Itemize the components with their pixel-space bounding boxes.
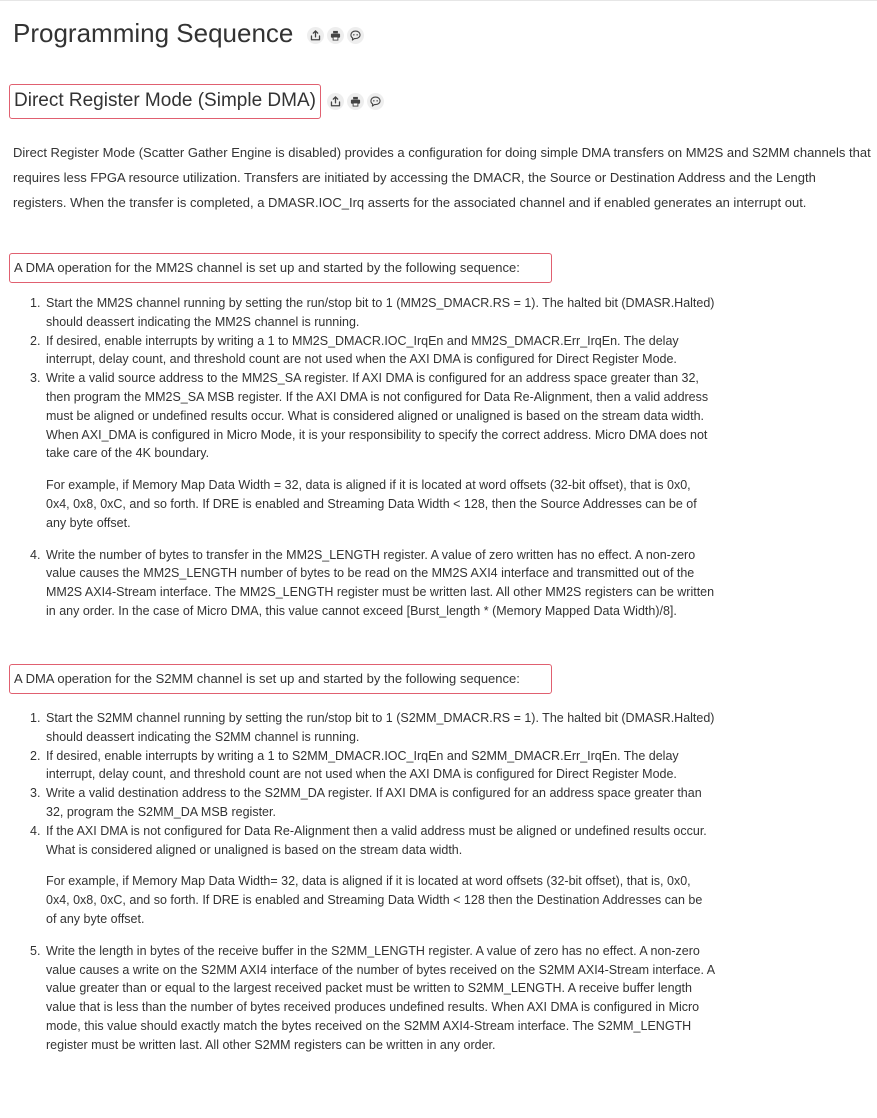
list-item [30, 747, 716, 785]
step-number: 5. [30, 943, 41, 958]
mm2s-sequence-header: A DMA operation for the MM2S channel is set up and started by the following sequence: [9, 253, 552, 283]
list-item [30, 709, 716, 747]
list-item [30, 369, 716, 532]
step-number: 1. [30, 711, 41, 725]
step-text: Write the number of bytes to transfer in the MM2S_LENGTH register. A value of zero written has no effect. A non-zero value causes the MM2S_LENGTH number of bytes to be read on the MM2S AXI4 interface and transmitted out of the MM2S AXI4-Stream interface. The MM2S_LENGTH register must be written last. All other MM2S registers can be written in any order. In the case of Micro DMA, this value cannot exceed [Burst_length * (Memory Mapped Data Width)/8]. [46, 547, 715, 618]
step-text: If the AXI DMA is not configured for Data Re-Alignment then a valid address must be aligned or undefined results occur. What is considered aligned or unaligned is based on the stream data width. [46, 823, 707, 857]
step-text: Write a valid destination address to the S2MM_DA register. If AXI DMA is configured for an address space greater than 32, program the S2MM_DA MSB register. [46, 786, 702, 819]
step-text: Write a valid source address to the MM2S_SA register. If AXI DMA is configured for an address space greater than 32, then program the MM2S_SA MSB register. If the AXI DMA is not configured for Data Re-Alignment, then a valid address must be aligned or undefined results occur. What is considered aligned or unaligned is based on the stream data width. When AXI_DMA is configured in Micro Mode, it is your responsibility to specify the correct address. Micro DMA does not take care of the 4K boundary. [46, 371, 709, 461]
list-item [30, 784, 716, 822]
page-title-text: Programming Sequence [13, 18, 294, 48]
print-icon[interactable] [327, 27, 344, 44]
list-item [30, 822, 716, 929]
step-number: 1. [30, 296, 41, 310]
section-title-actions [327, 93, 384, 110]
list-item [30, 294, 716, 332]
list-item [30, 546, 716, 621]
list-item [30, 942, 716, 1055]
step-number: 3. [30, 371, 41, 386]
step-note: For example, if Memory Map Data Width = 32, data is aligned if it is located at word offsets (32-bit offset), that is 0x0, 0x4, 0x8, 0xC, and so forth. If DRE is enabled and Streaming Data Width < 128, then the Source Addresses can be of any byte offset. [46, 478, 697, 530]
step-text: Start the MM2S channel running by setting the run/stop bit to 1 (MM2S_DMACR.RS = 1). The halted bit (DMASR.Halted) should deassert indicating the MM2S channel is running. [46, 296, 715, 329]
print-icon[interactable] [347, 93, 364, 110]
feedback-icon[interactable] [347, 27, 364, 44]
page-title-actions [307, 27, 364, 44]
list-item [30, 332, 716, 370]
step-number: 4. [30, 823, 41, 838]
mm2s-steps-list [30, 294, 716, 621]
step-text: Write the length in bytes of the receive buffer in the S2MM_LENGTH register. A value of zero has no effect. A non-zero value causes a write on the S2MM AXI4 interface of the number of bytes received on the S2MM AXI4-Stream interface. A value greater than or equal to the largest received packet must be written to S2MM_LENGTH. A receive buffer length value that is less than the number of bytes received produces undefined results. When AXI DMA is configured in Micro mode, this value should exactly match the bytes received on the S2MM AXI4-Stream interface. The S2MM_LENGTH register must be written last. All other S2MM registers can be written in any order. [46, 943, 715, 1052]
share-icon[interactable] [307, 27, 324, 44]
step-note: For example, if Memory Map Data Width= 32, data is aligned if it is located at word offsets (32-bit offset), that is, 0x0, 0x4, 0x8, 0xC, and so forth. If DRE is enabled and Streaming Data Width < 128 then the Destination Addresses can be of any byte offset. [46, 874, 703, 926]
step-number: 2. [30, 333, 41, 348]
share-icon[interactable] [327, 93, 344, 110]
s2mm-steps-list [30, 709, 716, 1055]
step-text: If desired, enable interrupts by writing a 1 to S2MM_DMACR.IOC_IrqEn and S2MM_DMACR.Err_IrqEn. The delay interrupt, delay count, and threshold count are not used when the AXI DMA is configured for Direct Register Mode. [46, 748, 679, 782]
feedback-icon[interactable] [367, 93, 384, 110]
step-number: 2. [30, 748, 41, 763]
top-divider [0, 0, 877, 1]
step-text: If desired, enable interrupts by writing a 1 to MM2S_DMACR.IOC_IrqEn and MM2S_DMACR.Err_IrqEn. The delay interrupt, delay count, and threshold count are not used when the AXI DMA is configured for Direct Register Mode. [46, 333, 679, 367]
page-title [13, 16, 364, 50]
step-number: 3. [30, 786, 41, 801]
s2mm-sequence-header: A DMA operation for the S2MM channel is set up and started by the following sequence: [9, 664, 552, 694]
intro-paragraph: Direct Register Mode (Scatter Gather Engine is disabled) provides a configuration for doing simple DMA transfers on MM2S and S2MM channels that requires less FPGA resource utilization. Transfers are initiated by accessing the DMACR, the Source or Destination Address and the Length registers. When the transfer is completed, a DMASR.IOC_Irq asserts for the associated channel and if enabled generates an interrupt out. [13, 145, 871, 210]
section-title [9, 84, 384, 119]
section-title-text: Direct Register Mode (Simple DMA) [9, 84, 321, 119]
step-text: Start the S2MM channel running by setting the run/stop bit to 1 (S2MM_DMACR.RS = 1). The halted bit (DMASR.Halted) should deassert indicating the S2MM channel is running. [46, 711, 715, 744]
step-number: 4. [30, 547, 41, 562]
